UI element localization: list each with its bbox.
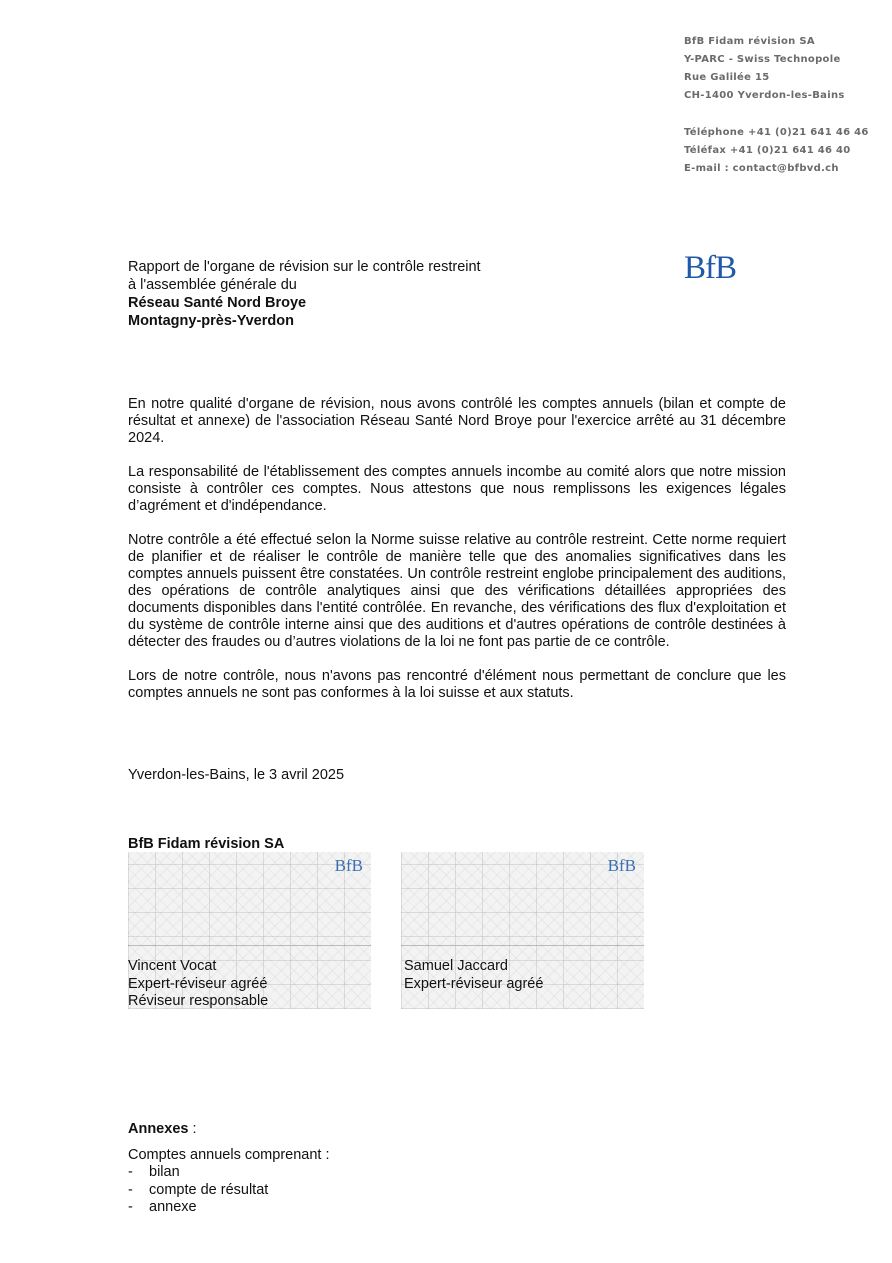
signer-name: Samuel Jaccard bbox=[404, 958, 508, 974]
signer-title: Expert-réviseur agréé bbox=[404, 975, 544, 992]
signature-stamp-logo: BfB bbox=[607, 856, 636, 875]
list-item-label: compte de résultat bbox=[149, 1181, 269, 1198]
report-body bbox=[128, 396, 786, 719]
list-dash: - bbox=[128, 1199, 133, 1215]
signer-role: Réviseur responsable bbox=[128, 993, 269, 1009]
place-date: Yverdon-les-Bains, le 3 avril 2025 bbox=[128, 767, 345, 783]
list-item-label: bilan bbox=[149, 1164, 180, 1180]
list-item bbox=[128, 1182, 268, 1200]
sender-city: CH-1400 Yverdon-les-Bains bbox=[684, 90, 845, 101]
sender-street: Rue Galilée 15 bbox=[684, 72, 770, 83]
report-addressee-line: à l'assemblée générale du bbox=[128, 277, 297, 293]
recipient-location: Montagny-près-Yverdon bbox=[128, 313, 294, 329]
recipient-block bbox=[128, 258, 481, 330]
signature-block bbox=[401, 852, 644, 1009]
list-item bbox=[128, 1164, 268, 1182]
sender-address-block bbox=[684, 33, 884, 178]
list-dash: - bbox=[128, 1164, 133, 1180]
signer-name: Vincent Vocat bbox=[128, 958, 217, 974]
body-paragraph: En notre qualité d'organe de révision, nous avons contrôlé les comptes annuels (bilan et compte de résultat et annexe) de l'association Réseau Santé Nord Broye pour l'exercice arrêté au 31 décembre 2024. bbox=[128, 396, 786, 446]
signer-title: Expert-réviseur agréé bbox=[128, 975, 268, 992]
signer-details bbox=[128, 958, 268, 1011]
body-paragraph: La responsabilité de l'établissement des comptes annuels incombe au comité alors que notre mission consiste à contrôler ces comptes. Nous attestons que nous remplissons les exigences légales d’agrément et d'indépendance. bbox=[128, 464, 786, 514]
body-paragraph: Lors de notre contrôle, nous n'avons pas rencontré d'élément nous permettant de conclure que les comptes annuels ne sont pas conformes à la loi suisse et aux statuts. bbox=[128, 668, 786, 701]
list-item bbox=[128, 1199, 268, 1217]
signature-block bbox=[128, 852, 371, 1009]
annexes-title: Annexes bbox=[128, 1121, 189, 1137]
signature-stamp-logo: BfB bbox=[334, 856, 363, 875]
company-logo: BfB bbox=[684, 250, 737, 286]
sender-phone: Téléphone +41 (0)21 641 46 46 bbox=[684, 127, 869, 138]
sender-email: E-mail : contact@bfbvd.ch bbox=[684, 163, 839, 174]
report-title-line: Rapport de l'organe de révision sur le contrôle restreint bbox=[128, 259, 481, 275]
recipient-organization: Réseau Santé Nord Broye bbox=[128, 295, 307, 311]
sender-fax: Téléfax +41 (0)21 641 46 40 bbox=[684, 145, 851, 156]
firm-name: BfB Fidam révision SA bbox=[128, 836, 285, 852]
annexes-intro: Comptes annuels comprenant : bbox=[128, 1147, 330, 1163]
list-dash: - bbox=[128, 1181, 133, 1198]
sender-company-name: BfB Fidam révision SA bbox=[684, 36, 815, 47]
spacer bbox=[684, 105, 884, 124]
annexes-list bbox=[128, 1164, 268, 1217]
annexes-title-suffix: : bbox=[188, 1121, 197, 1137]
annexes-heading bbox=[128, 1121, 197, 1138]
body-paragraph: Notre contrôle a été effectué selon la Norme suisse relative au contrôle restreint. Cette norme requiert de planifier et de réaliser le contrôle de manière telle que des anomalies significatives dans les comptes annuels puissent être constatées. Un contrôle restreint englobe principalement des auditions, des opérations de contrôle analytiques ainsi que des vérifications détaillées appropriées des documents disponibles dans l'entité contrôlée. En revanche, des vérifications des flux d'exploitation et du système de contrôle interne ainsi que des auditions et d'autres opérations de contrôle destinées à détecter des fraudes ou d’autres violations de la loi ne font pas partie de ce contrôle. bbox=[128, 532, 786, 650]
list-item-label: annexe bbox=[149, 1199, 197, 1215]
signer-details bbox=[404, 958, 543, 993]
sender-address-line: Y-PARC - Swiss Technopole bbox=[684, 54, 841, 65]
